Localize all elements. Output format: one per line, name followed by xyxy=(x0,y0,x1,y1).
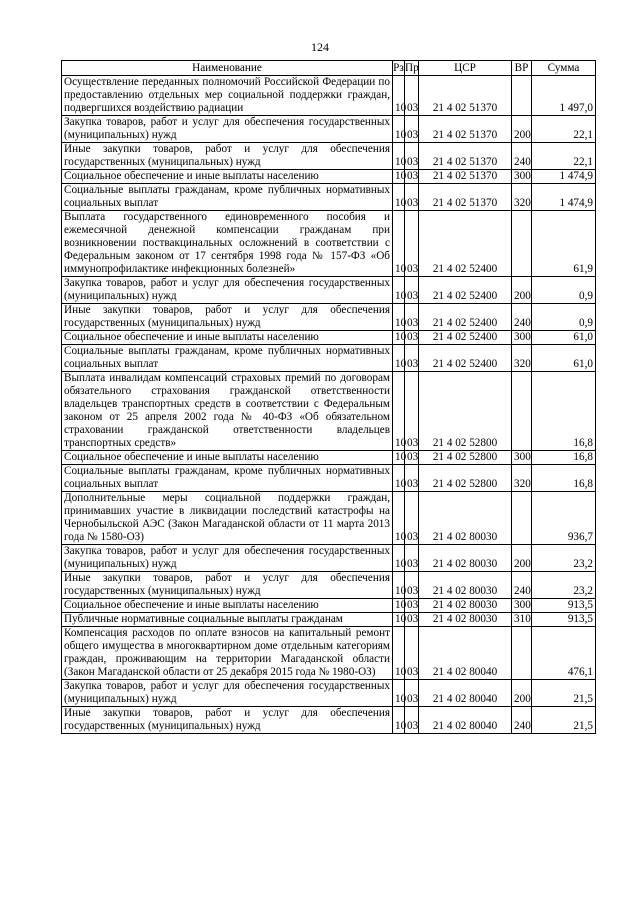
cell-csr: 21 4 02 52400 xyxy=(419,331,512,345)
table-row xyxy=(62,211,596,277)
cell-csr: 21 4 02 51370 xyxy=(419,170,512,184)
table-row xyxy=(62,304,596,331)
cell-name: Иные закупки товаров, работ и услуг для обеспечения государственных (муниципальных) нужд xyxy=(62,572,393,599)
cell-pr: 03 xyxy=(405,184,419,211)
table-row xyxy=(62,116,596,143)
cell-csr: 21 4 02 52800 xyxy=(419,372,512,451)
cell-csr: 21 4 02 80030 xyxy=(419,492,512,545)
cell-sum: 21,5 xyxy=(532,707,596,734)
cell-csr: 21 4 02 80040 xyxy=(419,627,512,680)
table-row xyxy=(62,143,596,170)
cell-pr: 03 xyxy=(405,572,419,599)
cell-rz: 10 xyxy=(393,76,405,116)
cell-vr: 240 xyxy=(512,304,532,331)
cell-sum: 936,7 xyxy=(532,492,596,545)
cell-pr: 03 xyxy=(405,372,419,451)
cell-name: Осуществление переданных полномочий Российской Федерации по предоставлению отдельных мер социальной поддержки граждан, подвергшихся воздействию радиации xyxy=(62,76,393,116)
cell-pr: 03 xyxy=(405,599,419,613)
cell-name: Социальные выплаты гражданам, кроме публичных нормативных социальных выплат xyxy=(62,345,393,372)
cell-sum: 61,0 xyxy=(532,331,596,345)
cell-rz: 10 xyxy=(393,545,405,572)
cell-vr: 240 xyxy=(512,707,532,734)
cell-pr: 03 xyxy=(405,465,419,492)
page-number: 124 xyxy=(311,40,329,54)
cell-vr: 240 xyxy=(512,143,532,170)
header-pr: Пр xyxy=(405,61,419,74)
cell-name: Социальные выплаты гражданам, кроме публичных нормативных социальных выплат xyxy=(62,184,393,211)
table-row xyxy=(62,465,596,492)
cell-rz: 10 xyxy=(393,304,405,331)
cell-name: Социальное обеспечение и иные выплаты населению xyxy=(62,331,393,345)
cell-sum: 1 474,9 xyxy=(532,184,596,211)
cell-pr: 03 xyxy=(405,627,419,680)
cell-name: Социальные выплаты гражданам, кроме публичных нормативных социальных выплат xyxy=(62,465,393,492)
cell-csr: 21 4 02 51370 xyxy=(419,184,512,211)
cell-sum: 22,1 xyxy=(532,143,596,170)
cell-csr: 21 4 02 80030 xyxy=(419,613,512,627)
cell-sum: 476,1 xyxy=(532,627,596,680)
cell-sum: 61,9 xyxy=(532,211,596,277)
header-sum: Сумма xyxy=(532,61,596,76)
cell-pr: 03 xyxy=(405,76,419,116)
cell-csr: 21 4 02 52400 xyxy=(419,211,512,277)
cell-name: Иные закупки товаров, работ и услуг для обеспечения государственных (муниципальных) нужд xyxy=(62,304,393,331)
cell-pr: 03 xyxy=(405,613,419,627)
cell-sum: 21,5 xyxy=(532,680,596,707)
cell-vr: 300 xyxy=(512,331,532,345)
cell-csr: 21 4 02 52400 xyxy=(419,277,512,304)
cell-rz: 10 xyxy=(393,211,405,277)
cell-pr: 03 xyxy=(405,707,419,734)
cell-sum: 22,1 xyxy=(532,116,596,143)
cell-csr: 21 4 02 80040 xyxy=(419,680,512,707)
cell-csr: 21 4 02 51370 xyxy=(419,116,512,143)
cell-sum: 23,2 xyxy=(532,545,596,572)
table-row xyxy=(62,184,596,211)
cell-sum: 16,8 xyxy=(532,372,596,451)
cell-pr: 03 xyxy=(405,680,419,707)
cell-name: Социальное обеспечение и иные выплаты населению xyxy=(62,599,393,613)
cell-vr: 300 xyxy=(512,451,532,465)
cell-rz: 10 xyxy=(393,599,405,613)
cell-sum: 913,5 xyxy=(532,613,596,627)
table-row xyxy=(62,345,596,372)
cell-pr: 03 xyxy=(405,143,419,170)
cell-pr: 03 xyxy=(405,116,419,143)
table-row xyxy=(62,627,596,680)
cell-vr: 320 xyxy=(512,345,532,372)
cell-vr: 200 xyxy=(512,680,532,707)
cell-name: Выплата государственного единовременного пособия и ежемесячной денежной компенсации гражданам при возникновении поствакцинальных осложнений в соответствии с Федеральным законом от 17 сентября 1998 года № 157-ФЗ «Об иммунопрофилактике инфекционных болезней» xyxy=(62,211,393,277)
cell-name: Закупка товаров, работ и услуг для обеспечения государственных (муниципальных) нужд xyxy=(62,545,393,572)
cell-name: Иные закупки товаров, работ и услуг для обеспечения государственных (муниципальных) нужд xyxy=(62,143,393,170)
cell-vr xyxy=(512,492,532,545)
cell-rz: 10 xyxy=(393,170,405,184)
cell-rz: 10 xyxy=(393,492,405,545)
cell-name: Закупка товаров, работ и услуг для обеспечения государственных (муниципальных) нужд xyxy=(62,116,393,143)
cell-csr: 21 4 02 80040 xyxy=(419,707,512,734)
cell-vr: 200 xyxy=(512,277,532,304)
cell-csr: 21 4 02 52800 xyxy=(419,465,512,492)
cell-rz: 10 xyxy=(393,627,405,680)
cell-rz: 10 xyxy=(393,345,405,372)
table-row xyxy=(62,170,596,184)
table-row xyxy=(62,545,596,572)
cell-vr: 200 xyxy=(512,116,532,143)
cell-sum: 23,2 xyxy=(532,572,596,599)
cell-rz: 10 xyxy=(393,331,405,345)
header-csr: ЦСР xyxy=(419,61,512,76)
table-row xyxy=(62,372,596,451)
cell-sum: 913,5 xyxy=(532,599,596,613)
cell-csr: 21 4 02 52800 xyxy=(419,451,512,465)
header-vr: ВР xyxy=(512,61,532,76)
cell-name: Выплата инвалидам компенсаций страховых премий по договорам обязательного страхования гражданской ответственности владельцев транспортных средств в соответствии с Федеральным законом от 25 апреля 2002 года № 40-ФЗ «Об обязательном страховании гражданской ответственности владельцев транспортных средств» xyxy=(62,372,393,451)
cell-name: Социальное обеспечение и иные выплаты населению xyxy=(62,170,393,184)
cell-pr: 03 xyxy=(405,545,419,572)
cell-csr: 21 4 02 52400 xyxy=(419,345,512,372)
cell-rz: 10 xyxy=(393,451,405,465)
table-body xyxy=(62,76,596,734)
cell-sum: 0,9 xyxy=(532,277,596,304)
cell-pr: 03 xyxy=(405,277,419,304)
cell-name: Закупка товаров, работ и услуг для обеспечения государственных (муниципальных) нужд xyxy=(62,277,393,304)
table-row xyxy=(62,599,596,613)
cell-csr: 21 4 02 80030 xyxy=(419,572,512,599)
cell-vr xyxy=(512,76,532,116)
cell-vr xyxy=(512,211,532,277)
table-row xyxy=(62,277,596,304)
cell-sum: 16,8 xyxy=(532,465,596,492)
cell-vr: 320 xyxy=(512,465,532,492)
cell-rz: 10 xyxy=(393,680,405,707)
cell-vr xyxy=(512,372,532,451)
cell-pr: 03 xyxy=(405,211,419,277)
cell-rz: 10 xyxy=(393,465,405,492)
cell-pr: 03 xyxy=(405,170,419,184)
cell-csr: 21 4 02 80030 xyxy=(419,545,512,572)
cell-csr: 21 4 02 52400 xyxy=(419,304,512,331)
cell-name: Дополнительные меры социальной поддержки граждан, принимавших участие в ликвидации последствий катастрофы на Чернобыльской АЭС (Закон Магаданской области от 11 марта 2013 года № 1580-ОЗ) xyxy=(62,492,393,545)
header-rz: Рз xyxy=(393,61,404,74)
table-row xyxy=(62,613,596,627)
cell-rz: 10 xyxy=(393,277,405,304)
cell-csr: 21 4 02 51370 xyxy=(419,76,512,116)
cell-rz: 10 xyxy=(393,116,405,143)
cell-pr: 03 xyxy=(405,451,419,465)
table-row xyxy=(62,707,596,734)
cell-vr: 240 xyxy=(512,572,532,599)
table-header-row xyxy=(62,61,596,76)
budget-table xyxy=(61,60,596,734)
cell-csr: 21 4 02 51370 xyxy=(419,143,512,170)
cell-name: Компенсация расходов по оплате взносов на капитальный ремонт общего имущества в многоквартирном доме отдельным категориям граждан, проживающим на территории Магаданской области (Закон Магаданской области от 25 декабря 2015 года № 1980-ОЗ) xyxy=(62,627,393,680)
cell-sum: 1 474,9 xyxy=(532,170,596,184)
table-row xyxy=(62,572,596,599)
cell-vr: 310 xyxy=(512,613,532,627)
cell-rz: 10 xyxy=(393,143,405,170)
cell-vr: 320 xyxy=(512,184,532,211)
cell-name: Иные закупки товаров, работ и услуг для обеспечения государственных (муниципальных) нужд xyxy=(62,707,393,734)
cell-sum: 0,9 xyxy=(532,304,596,331)
cell-csr: 21 4 02 80030 xyxy=(419,599,512,613)
cell-pr: 03 xyxy=(405,304,419,331)
table-row xyxy=(62,76,596,116)
cell-name: Социальное обеспечение и иные выплаты населению xyxy=(62,451,393,465)
table-row xyxy=(62,492,596,545)
cell-rz: 10 xyxy=(393,372,405,451)
cell-vr: 200 xyxy=(512,545,532,572)
cell-name: Публичные нормативные социальные выплаты гражданам xyxy=(62,613,393,627)
cell-rz: 10 xyxy=(393,572,405,599)
table-row xyxy=(62,451,596,465)
table-row xyxy=(62,680,596,707)
cell-sum: 61,0 xyxy=(532,345,596,372)
cell-vr: 300 xyxy=(512,170,532,184)
cell-pr: 03 xyxy=(405,492,419,545)
cell-rz: 10 xyxy=(393,707,405,734)
cell-rz: 10 xyxy=(393,613,405,627)
cell-rz: 10 xyxy=(393,184,405,211)
cell-pr: 03 xyxy=(405,345,419,372)
cell-sum: 16,8 xyxy=(532,451,596,465)
table-row xyxy=(62,331,596,345)
cell-vr: 300 xyxy=(512,599,532,613)
cell-sum: 1 497,0 xyxy=(532,76,596,116)
cell-vr xyxy=(512,627,532,680)
header-name: Наименование xyxy=(62,61,393,76)
cell-name: Закупка товаров, работ и услуг для обеспечения государственных (муниципальных) нужд xyxy=(62,680,393,707)
cell-pr: 03 xyxy=(405,331,419,345)
